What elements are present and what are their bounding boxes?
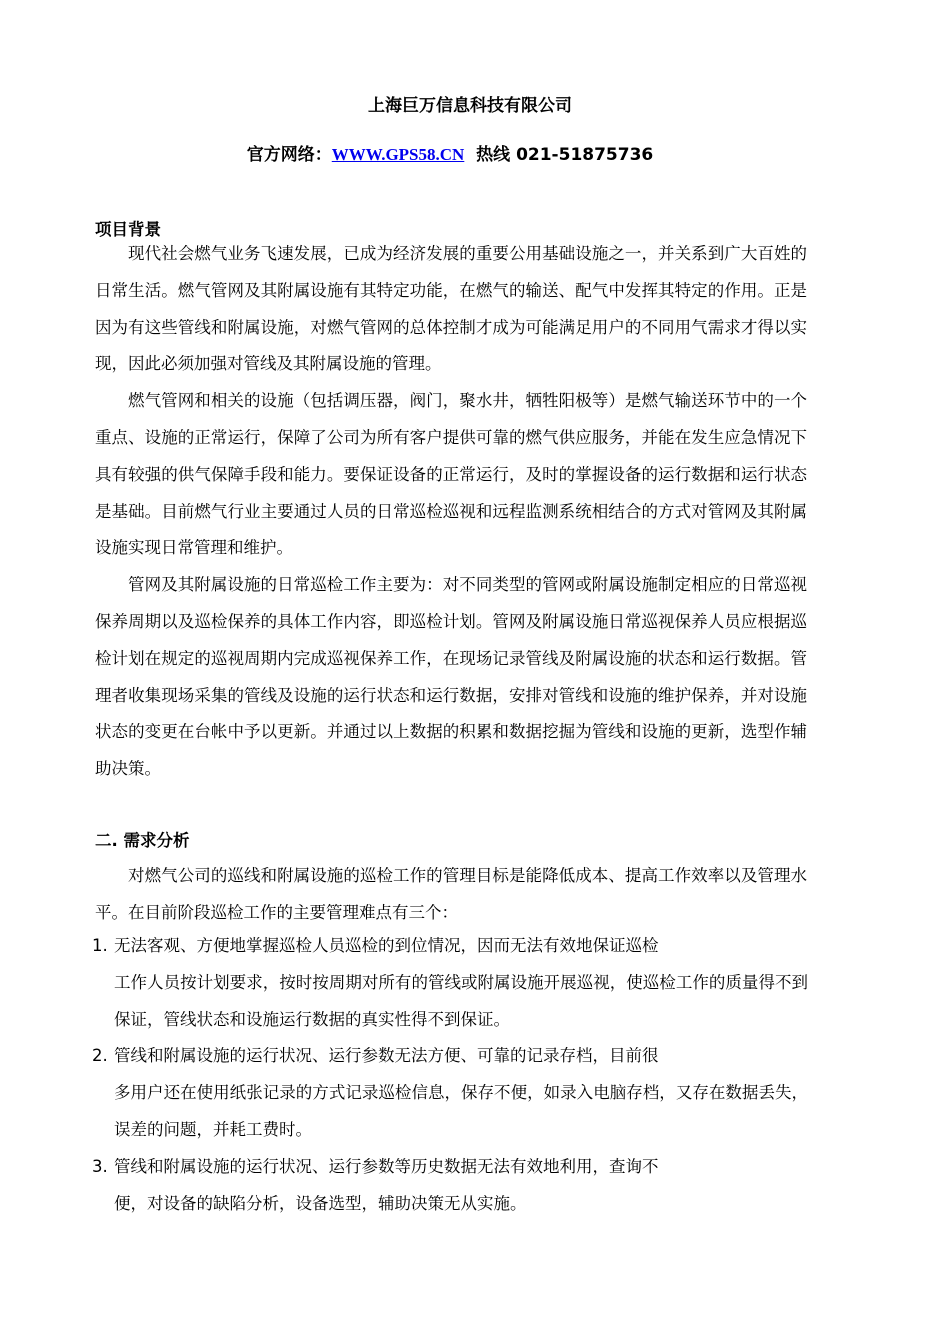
list-item [92,1149,808,1223]
list-item-first-line: 管线和附属设施的运行状况、运行参数等历史数据无法有效地利用，查询不 [114,1156,659,1176]
website-link[interactable]: WWW.GPS58.CN [331,145,465,164]
list-item-number: 3. [92,1156,108,1176]
background-paragraph: 现代社会燃气业务飞速发展，已成为经济发展的重要公用基础设施之一，并关系到广大百姓的日常生活。燃气管网及其附属设施有其特定功能，在燃气的输送、配气中发挥其特定的作用。正是因为有这些管线和附属设施，对燃气管网的总体控制才成为可能满足用户的不同用气需求才得以实现，因此必须加强对管线及其附属设施的管理。 [95,244,807,374]
list-item-text: 便，对设备的缺陷分析，设备选型，辅助决策无从实施。 [114,1193,527,1213]
contact-line [0,143,900,167]
background-paragraph: 燃气管网和相关的设施（包括调压器，阀门，聚水井，牺牲阳极等）是燃气输送环节中的一个重点、设施的正常运行，保障了公司为所有客户提供可靠的燃气供应服务，并能在发生应急情况下具有较强的供气保障手段和能力。要保证设备的正常运行，及时的掌握设备的运行数据和运行状态是基础。目前燃气行业主要通过人员的日常巡检巡视和远程监测系统相结合的方式对管网及其附属设施实现日常管理和维护。 [95,391,807,558]
hotline-text: 热线 021-51875736 [476,145,654,165]
list-item [92,1038,808,1148]
section-title-background: 项目背景 [95,220,161,239]
list-item-number: 1. [92,936,108,955]
list-item [92,928,808,1038]
section-title-requirements: 二. 需求分析 [95,831,190,850]
list-item-number: 2. [92,1046,108,1066]
requirements-body [95,858,807,932]
requirements-intro: 对燃气公司的巡线和附属设施的巡检工作的管理目标是能降低成本、提高工作效率以及管理水平。在目前阶段巡检工作的主要管理难点有三个： [95,866,807,922]
difficulty-list [92,928,808,1222]
list-item-text: 多用户还在使用纸张记录的方式记录巡检信息，保存不便，如录入电脑存档，又存在数据丢失，误差的问题，并耗工费时。 [114,1083,808,1139]
site-label: 官方网络： [246,145,332,165]
background-body [95,236,807,788]
list-item-text: 工作人员按计划要求，按时按周期对所有的管线或附属设施开展巡视，使巡检工作的质量得不到保证，管线状态和设施运行数据的真实性得不到保证。 [114,972,808,1029]
list-item-first-line: 管线和附属设施的运行状况、运行参数无法方便、可靠的记录存档，目前很 [114,1046,659,1066]
company-title: 上海巨万信息科技有限公司 [368,96,572,116]
list-item-first-line: 无法客观、方便地掌握巡检人员巡检的到位情况，因而无法有效地保证巡检 [114,936,659,955]
background-paragraph: 管网及其附属设施的日常巡检工作主要为：对不同类型的管网或附属设施制定相应的日常巡视保养周期以及巡检保养的具体工作内容，即巡检计划。管网及附属设施日常巡视保养人员应根据巡检计划在规定的巡视周期内完成巡视保养工作，在现场记录管线及附属设施的状态和运行数据。管理者收集现场采集的管线及设施的运行状态和运行数据，安排对管线和设施的维护保养，并对设施状态的变更在台帐中予以更新。并通过以上数据的积累和数据挖掘为管线和设施的更新，选型作辅助决策。 [95,575,807,779]
